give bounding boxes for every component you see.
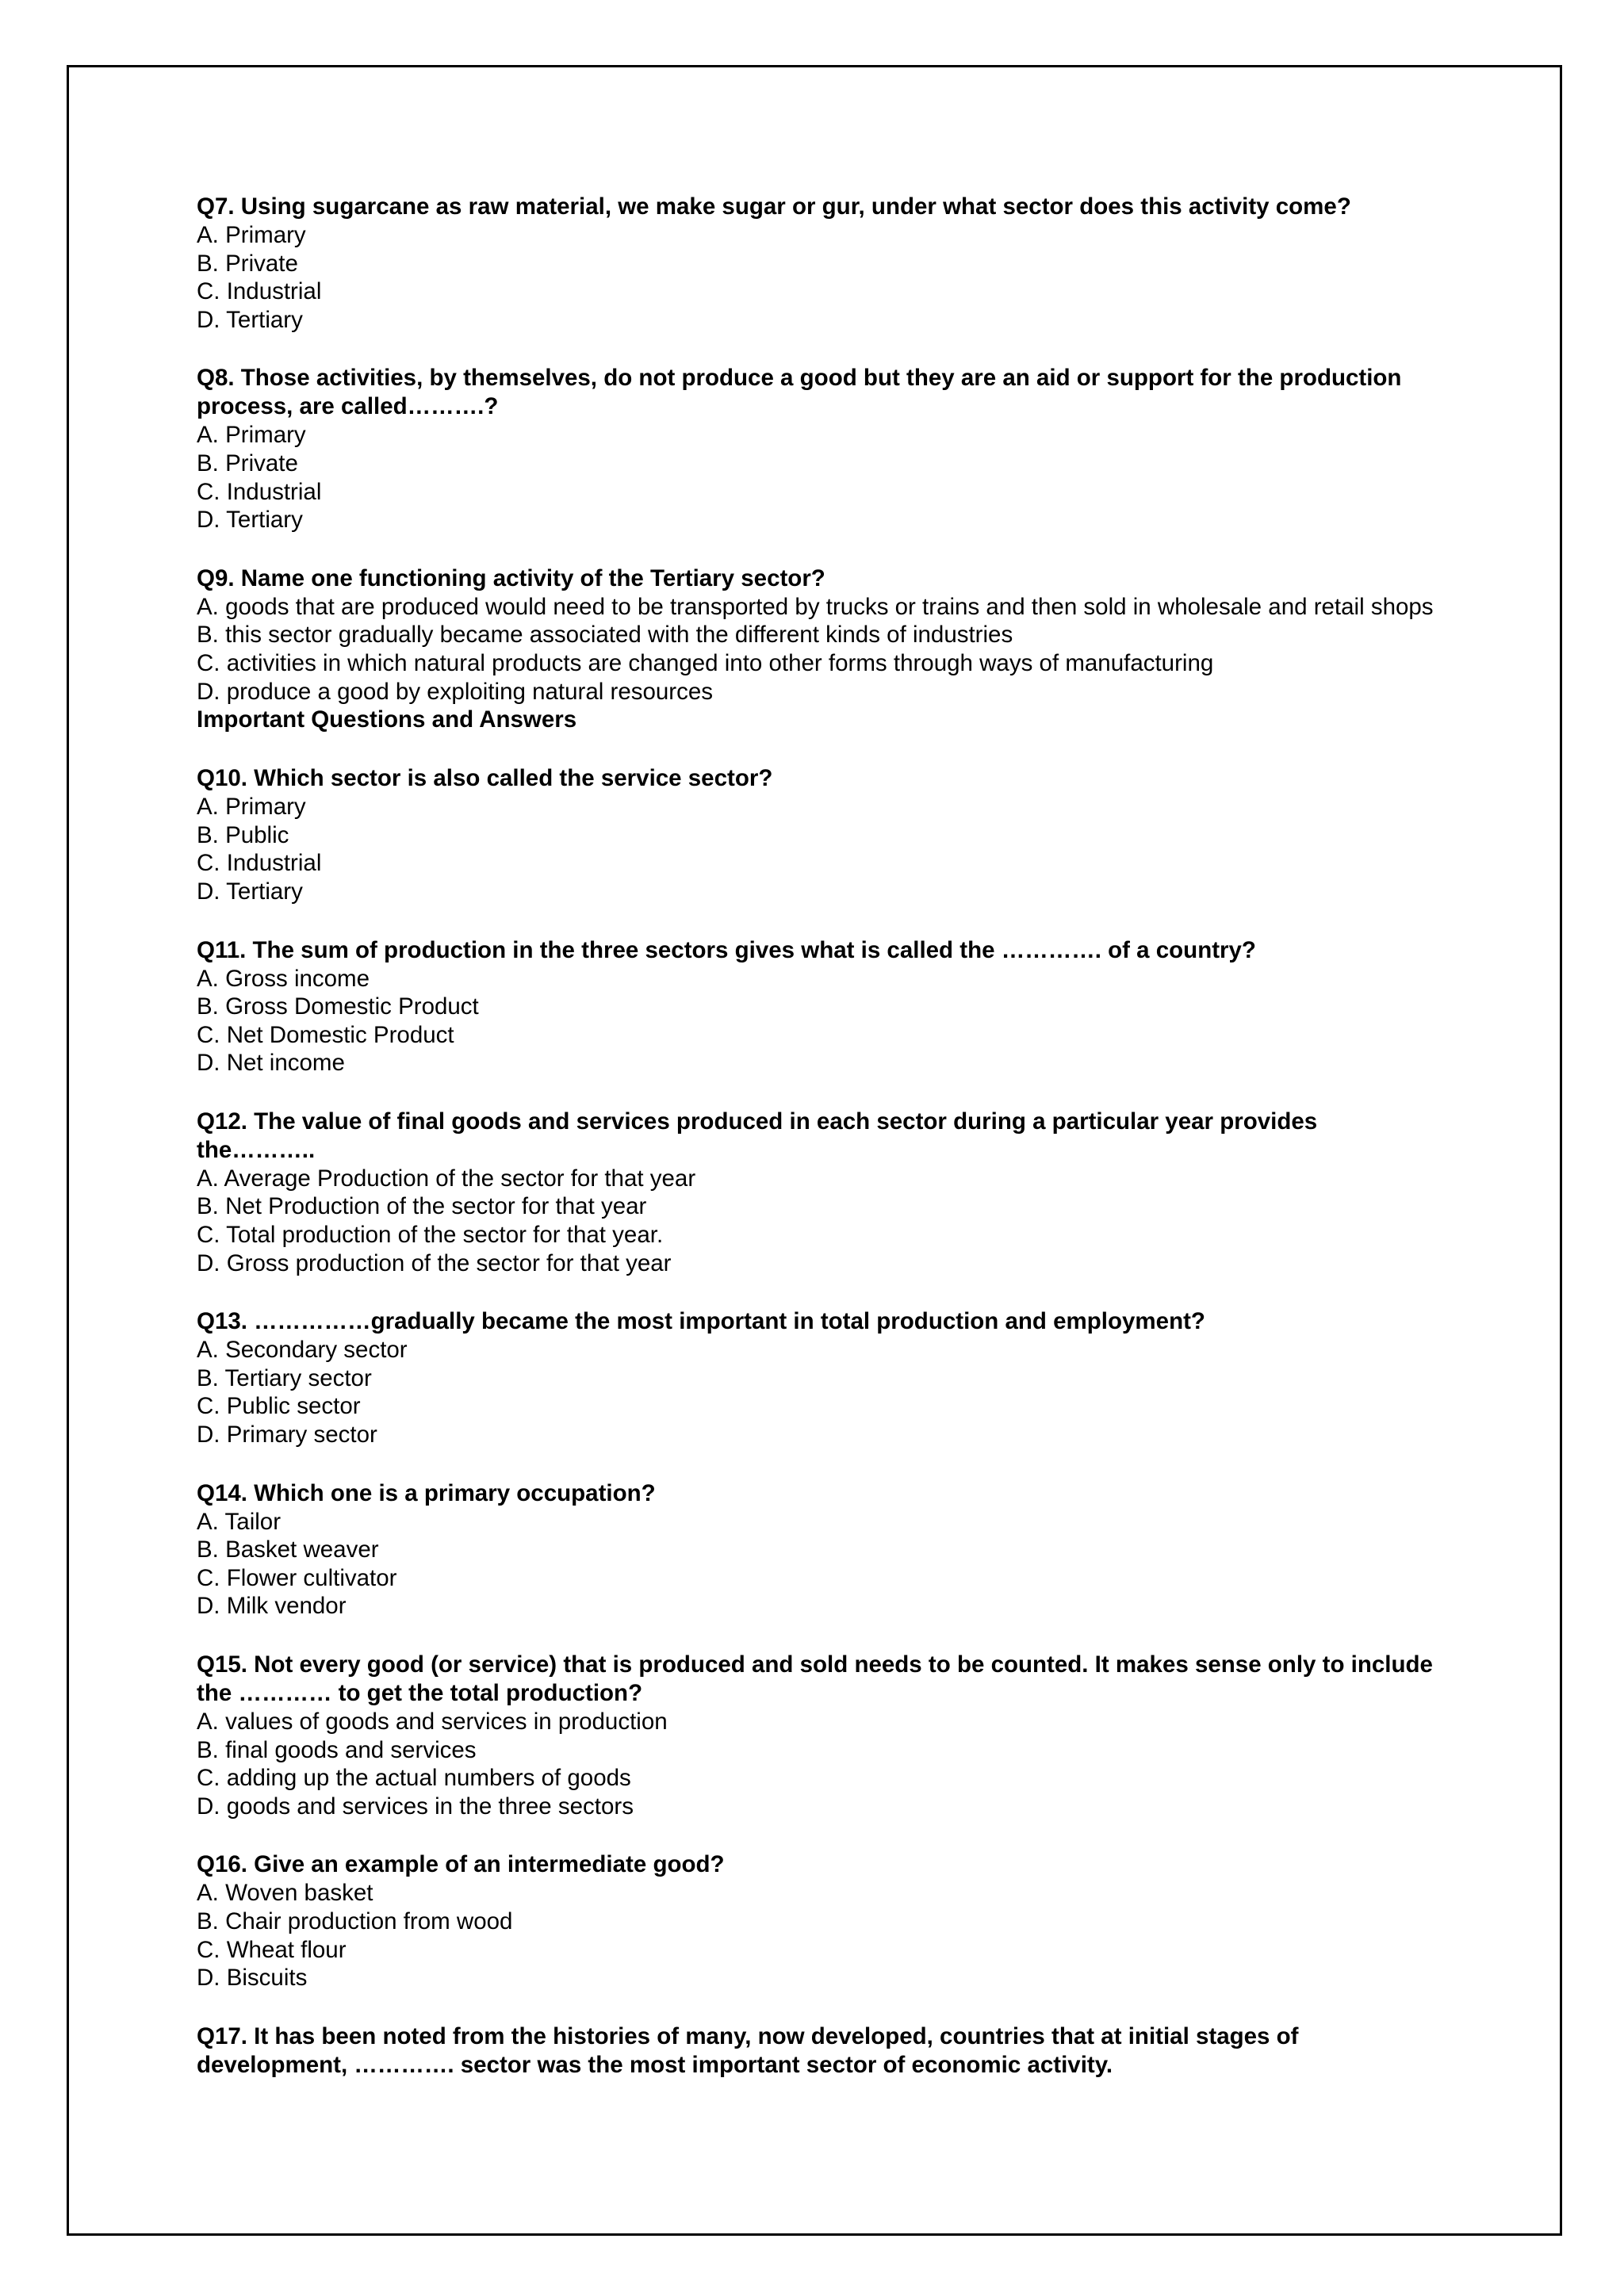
question-text: Q11. The sum of production in the three sectors gives what is called the …………. of a country? — [197, 936, 1256, 963]
question-block-q8 — [197, 364, 1442, 534]
question-text: Q9. Name one functioning activity of the Tertiary sector? — [197, 564, 825, 591]
option-d: D. Tertiary — [197, 878, 303, 905]
option-b: B. Private — [197, 250, 298, 277]
option-c: C. Net Domestic Product — [197, 1021, 454, 1048]
option-a: A. Tailor — [197, 1508, 282, 1535]
option-d: D. Tertiary — [197, 306, 303, 333]
option-d: D. Tertiary — [197, 507, 303, 534]
option-a: A. Average Production of the sector for that year — [197, 1165, 696, 1192]
question-block-q10 — [197, 764, 1442, 905]
question-text: Q12. The value of final goods and services produced in each sector during a particular year provides the……….. — [197, 1108, 1318, 1163]
question-text: Q8. Those activities, by themselves, do not produce a good but they are an aid or support for the production process, are called……….? — [197, 365, 1402, 420]
question-block-q13 — [197, 1307, 1442, 1448]
option-a: A. Primary — [197, 222, 306, 248]
question-block-q14 — [197, 1479, 1442, 1621]
option-c: C. Wheat flour — [197, 1936, 347, 1963]
option-c: C. Industrial — [197, 478, 322, 505]
option-b: B. final goods and services — [197, 1736, 477, 1763]
option-b: B. Gross Domestic Product — [197, 993, 479, 1020]
option-b: B. Net Production of the sector for that year — [197, 1193, 647, 1220]
worksheet-content — [197, 193, 1442, 2110]
option-c: C. Total production of the sector for that year. — [197, 1222, 664, 1249]
option-a: A. Primary — [197, 422, 306, 449]
question-block-q7 — [197, 193, 1442, 334]
option-c: C. activities in which natural products are changed into other forms through ways of manufacturing — [197, 649, 1214, 676]
option-a: A. Woven basket — [197, 1880, 373, 1907]
question-text: Q17. It has been noted from the histories of many, now developed, countries that at initial stages of development, …………. sector was the most important sector of economic activity. — [197, 2022, 1299, 2078]
question-text: Q16. Give an example of an intermediate good? — [197, 1851, 725, 1878]
option-a: A. values of goods and services in production — [197, 1709, 668, 1735]
option-d: D. Milk vendor — [197, 1593, 347, 1620]
option-d: D. Primary sector — [197, 1422, 377, 1448]
question-block-q15 — [197, 1651, 1442, 1820]
option-a: A. goods that are produced would need to be transported by trucks or trains and then sold in wholesale and retail shops — [197, 593, 1434, 620]
option-a: A. Secondary sector — [197, 1337, 408, 1364]
option-d: D. goods and services in the three sectors — [197, 1793, 634, 1820]
option-c: C. Public sector — [197, 1393, 361, 1420]
question-block-q17 — [197, 2022, 1442, 2080]
option-b: B. Tertiary sector — [197, 1364, 372, 1391]
question-block-q9 — [197, 564, 1442, 706]
option-d: D. Net income — [197, 1050, 345, 1077]
option-b: B. Basket weaver — [197, 1536, 379, 1563]
option-c: C. adding up the actual numbers of goods — [197, 1765, 631, 1792]
question-block-q11 — [197, 936, 1442, 1077]
section-heading: Important Questions and Answers — [197, 706, 577, 733]
question-text: Q7. Using sugarcane as raw material, we make sugar or gur, under what sector does this activity come? — [197, 193, 1351, 220]
option-d: D. produce a good by exploiting natural resources — [197, 678, 714, 705]
question-text: Q14. Which one is a primary occupation? — [197, 1479, 656, 1506]
question-block-q16 — [197, 1850, 1442, 1992]
option-d: D. Biscuits — [197, 1965, 308, 1992]
question-text: Q13. ……………gradually became the most important in total production and employment? — [197, 1308, 1205, 1335]
option-a: A. Gross income — [197, 965, 370, 992]
question-block-q12 — [197, 1108, 1442, 1277]
option-b: B. Public — [197, 821, 289, 848]
question-text: Q10. Which sector is also called the service sector? — [197, 765, 773, 792]
question-text: Q15. Not every good (or service) that is produced and sold needs to be counted. It makes sense only to include the ………… to get the total production? — [197, 1651, 1433, 1706]
option-a: A. Primary — [197, 794, 306, 821]
option-c: C. Industrial — [197, 850, 322, 877]
option-b: B. Private — [197, 450, 298, 476]
option-c: C. Flower cultivator — [197, 1564, 397, 1591]
option-d: D. Gross production of the sector for that year — [197, 1249, 672, 1276]
option-c: C. Industrial — [197, 278, 322, 305]
option-b: B. Chair production from wood — [197, 1908, 513, 1934]
option-b: B. this sector gradually became associated with the different kinds of industries — [197, 622, 1013, 649]
